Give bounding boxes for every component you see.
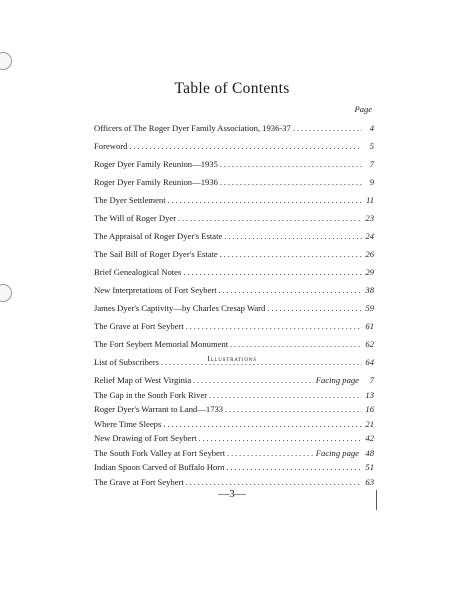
- entry-title: The Fort Seybert Memorial Monument: [94, 339, 229, 349]
- dot-leader: [168, 196, 362, 205]
- entry-page: 62: [365, 339, 374, 349]
- dot-leader: [220, 250, 362, 259]
- page-column-label: Page: [354, 104, 372, 114]
- entry-title: The Grave at Fort Seybert: [94, 321, 184, 331]
- dot-leader: [267, 304, 362, 313]
- illustration-page: 7: [369, 375, 374, 385]
- entry-page: 26: [365, 249, 374, 259]
- contents-entry: [94, 231, 374, 249]
- dot-leader: [225, 405, 362, 414]
- contents-list: [94, 123, 374, 375]
- illustration-title: Where Time Sleeps: [94, 418, 162, 429]
- entry-page: 11: [366, 195, 374, 205]
- entry-title: List of Subscribers: [94, 357, 159, 367]
- illustration-page: 51: [365, 462, 374, 472]
- illustration-page: 13: [365, 389, 374, 400]
- illustration-title: Indian Spoon Carved of Buffalo Horn: [94, 462, 225, 472]
- contents-entry: [94, 159, 374, 177]
- contents-entry: [94, 123, 374, 141]
- dot-leader: [209, 391, 362, 400]
- dot-leader: [163, 420, 362, 429]
- illustration-title: Relief Map of West Virginia: [94, 375, 192, 385]
- entry-title: Brief Genealogical Notes: [94, 267, 182, 277]
- entry-page: 38: [365, 285, 374, 295]
- facing-page-label: Facing page: [315, 375, 359, 385]
- entry-page: 64: [365, 357, 374, 367]
- dot-leader: [183, 268, 362, 277]
- facing-page-label: Facing page: [315, 447, 359, 458]
- dot-leader: [219, 286, 362, 295]
- entry-page: 59: [365, 303, 374, 313]
- dot-leader: [199, 434, 362, 443]
- illustrations-heading: Illustrations: [207, 354, 257, 363]
- illustration-entry: [94, 390, 374, 405]
- entry-page: 4: [369, 123, 374, 133]
- illustration-entry: [94, 433, 374, 448]
- dot-leader: [186, 322, 362, 331]
- page-number: —3—: [218, 488, 246, 500]
- illustration-page: 16: [365, 404, 374, 414]
- entry-title: The Sail Bill of Roger Dyer's Estate: [94, 249, 218, 259]
- illustration-title: New Drawing of Fort Seybert: [94, 433, 197, 443]
- entry-title: Roger Dyer Family Reunion—1936: [94, 177, 218, 187]
- entry-page: 24: [365, 231, 374, 241]
- dot-leader: [220, 160, 362, 169]
- entry-title: James Dyer's Captivity—by Charles Cresap Ward: [94, 303, 266, 313]
- illustration-page: 63: [365, 476, 374, 487]
- contents-entry: [94, 303, 374, 321]
- entry-page: 9: [369, 177, 374, 187]
- dot-leader: [178, 214, 362, 223]
- contents-entry: [94, 177, 374, 195]
- entry-page: 23: [365, 213, 374, 223]
- illustration-page: 21: [365, 418, 374, 429]
- illustrations-list: [94, 375, 374, 491]
- contents-entry: [94, 249, 374, 267]
- dot-leader: [226, 463, 362, 472]
- illustration-page: 42: [365, 433, 374, 443]
- entry-title: The Dyer Settlement: [94, 195, 166, 205]
- dot-leader: [230, 340, 362, 349]
- page-title: Table of Contents: [174, 80, 290, 97]
- illustration-entry: [94, 462, 374, 477]
- entry-page: 61: [365, 321, 374, 331]
- entry-page: 29: [365, 267, 374, 277]
- illustration-title: The South Fork Valley at Fort Seybert: [94, 447, 226, 458]
- punch-hole: [0, 52, 12, 70]
- contents-entry: [94, 321, 374, 339]
- illustration-entry: [94, 375, 374, 390]
- dot-leader: [186, 478, 362, 487]
- contents-entry: [94, 285, 374, 303]
- entry-title: New Interpretations of Fort Seybert: [94, 285, 217, 295]
- entry-title: Officers of The Roger Dyer Family Association, 1936-37: [94, 123, 291, 133]
- contents-entry: [94, 195, 374, 213]
- dot-leader: [193, 376, 314, 385]
- illustration-entry: [94, 419, 374, 434]
- entry-page: 7: [369, 159, 374, 169]
- entry-title: The Appraisal of Roger Dyer's Estate: [94, 231, 223, 241]
- dot-leader: [129, 142, 362, 151]
- entry-title: Roger Dyer Family Reunion—1935: [94, 159, 218, 169]
- illustration-title: Roger Dyer's Warrant to Land—1733: [94, 404, 224, 414]
- illustration-title: The Gap in the South Fork River: [94, 389, 208, 400]
- illustration-entry: [94, 404, 374, 419]
- dot-leader: [293, 124, 362, 133]
- scan-edge-mark: [376, 490, 377, 510]
- entry-title: The Will of Roger Dyer: [94, 213, 177, 223]
- illustration-title: The Grave at Fort Seybert: [94, 476, 184, 487]
- entry-title: Foreword: [94, 141, 128, 151]
- punch-hole: [0, 284, 12, 302]
- contents-entry: [94, 141, 374, 159]
- illustration-entry: [94, 448, 374, 463]
- dot-leader: [220, 178, 362, 187]
- contents-entry: [94, 267, 374, 285]
- dot-leader: [224, 232, 362, 241]
- illustration-page: 48: [365, 447, 374, 458]
- entry-page: 5: [369, 141, 374, 151]
- dot-leader: [227, 449, 314, 458]
- contents-entry: [94, 213, 374, 231]
